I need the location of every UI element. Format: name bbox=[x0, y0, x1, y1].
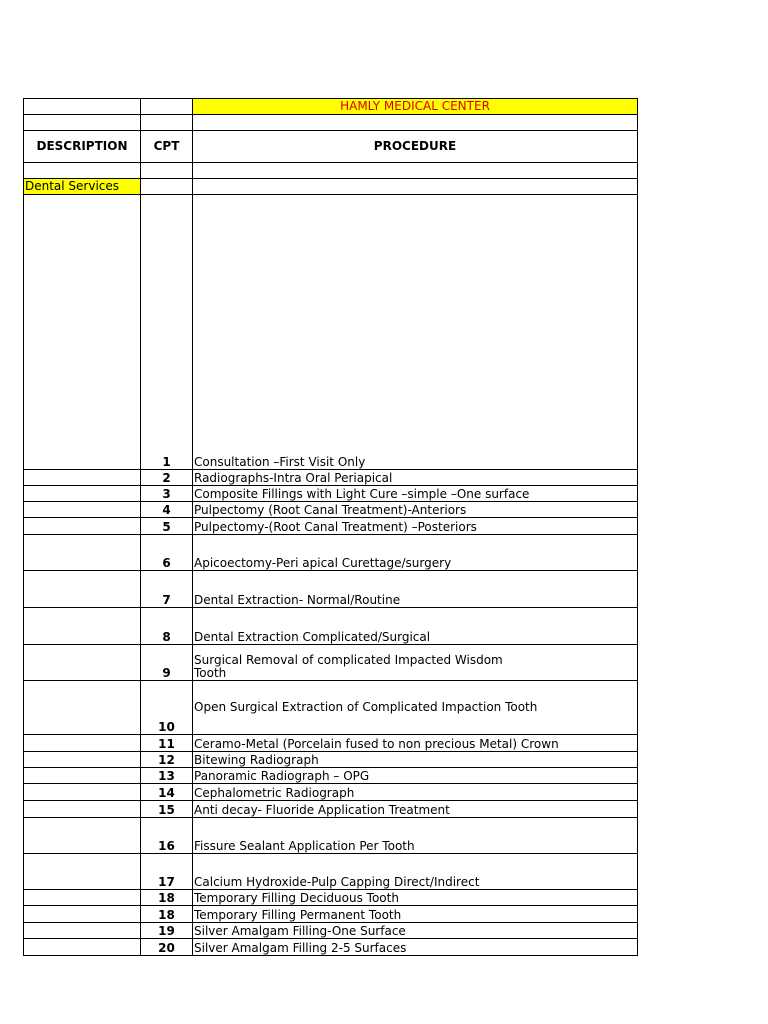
row-description-cell bbox=[24, 768, 141, 784]
table-row bbox=[24, 890, 638, 906]
procedure-name: Open Surgical Extraction of Complicated Impaction Tooth bbox=[193, 681, 638, 735]
table-row bbox=[24, 906, 638, 923]
procedure-name: Pulpectomy (Root Canal Treatment)-Anteriors bbox=[193, 502, 638, 518]
table-row bbox=[24, 735, 638, 752]
column-header-description: DESCRIPTION bbox=[24, 131, 141, 163]
procedure-name: Ceramo-Metal (Porcelain fused to non precious Metal) Crown bbox=[193, 735, 638, 752]
procedure-name: Temporary Filling Permanent Tooth bbox=[193, 906, 638, 923]
cpt-code: 10 bbox=[141, 681, 193, 735]
table-row bbox=[24, 752, 638, 768]
cpt-code: 15 bbox=[141, 801, 193, 818]
row-description-cell bbox=[24, 470, 141, 486]
cpt-code: 5 bbox=[141, 518, 193, 535]
procedure-text: Surgical Removal of complicated Impacted Wisdom Tooth bbox=[194, 653, 503, 680]
row-description-cell bbox=[24, 518, 141, 535]
cpt-code: 19 bbox=[141, 923, 193, 939]
hospital-title: HAMLY MEDICAL CENTER bbox=[193, 99, 638, 115]
procedure-name bbox=[193, 645, 638, 681]
procedure-name: Fissure Sealant Application Per Tooth bbox=[193, 818, 638, 854]
procedure-name: Anti decay- Fluoride Application Treatment bbox=[193, 801, 638, 818]
procedure-rows bbox=[24, 195, 638, 956]
table-row bbox=[24, 645, 638, 681]
table-row bbox=[24, 502, 638, 518]
row-description-cell bbox=[24, 752, 141, 768]
table-row bbox=[24, 939, 638, 956]
procedure-name: Panoramic Radiograph – OPG bbox=[193, 768, 638, 784]
procedure-name: Silver Amalgam Filling 2-5 Surfaces bbox=[193, 939, 638, 956]
cpt-code: 11 bbox=[141, 735, 193, 752]
table-row bbox=[24, 854, 638, 890]
cpt-code: 20 bbox=[141, 939, 193, 956]
empty-cell bbox=[24, 115, 141, 131]
cpt-code: 12 bbox=[141, 752, 193, 768]
table-row bbox=[24, 923, 638, 939]
title-row bbox=[24, 99, 638, 115]
cpt-code: 13 bbox=[141, 768, 193, 784]
procedure-name: Pulpectomy-(Root Canal Treatment) –Posteriors bbox=[193, 518, 638, 535]
row-description-cell bbox=[24, 939, 141, 956]
spacer-row bbox=[24, 115, 638, 131]
table-row bbox=[24, 818, 638, 854]
table-row bbox=[24, 195, 638, 470]
cpt-code: 16 bbox=[141, 818, 193, 854]
empty-cell bbox=[193, 179, 638, 195]
empty-cell bbox=[141, 163, 193, 179]
title-row-description-cell bbox=[24, 99, 141, 115]
section-row bbox=[24, 179, 638, 195]
row-description-cell bbox=[24, 818, 141, 854]
row-description-cell bbox=[24, 681, 141, 735]
procedure-name: Bitewing Radiograph bbox=[193, 752, 638, 768]
table-row bbox=[24, 486, 638, 502]
empty-cell bbox=[24, 163, 141, 179]
row-description-cell bbox=[24, 923, 141, 939]
row-description-cell bbox=[24, 195, 141, 470]
procedure-name: Composite Fillings with Light Cure –simple –One surface bbox=[193, 486, 638, 502]
procedure-name: Apicoectomy-Peri apical Curettage/surgery bbox=[193, 535, 638, 571]
row-description-cell bbox=[24, 890, 141, 906]
row-description-cell bbox=[24, 535, 141, 571]
row-description-cell bbox=[24, 801, 141, 818]
procedure-name: Consultation –First Visit Only bbox=[193, 195, 638, 470]
table-row bbox=[24, 784, 638, 801]
cpt-code: 6 bbox=[141, 535, 193, 571]
procedure-name: Dental Extraction- Normal/Routine bbox=[193, 571, 638, 608]
cpt-code: 18 bbox=[141, 890, 193, 906]
row-description-cell bbox=[24, 571, 141, 608]
cpt-code: 3 bbox=[141, 486, 193, 502]
empty-cell bbox=[193, 115, 638, 131]
table-row bbox=[24, 571, 638, 608]
column-header-cpt: CPT bbox=[141, 131, 193, 163]
cpt-code: 4 bbox=[141, 502, 193, 518]
section-label: Dental Services bbox=[24, 179, 141, 195]
procedure-table bbox=[23, 98, 638, 956]
procedure-name: Calcium Hydroxide-Pulp Capping Direct/Indirect bbox=[193, 854, 638, 890]
cpt-code: 1 bbox=[141, 195, 193, 470]
cpt-code: 18 bbox=[141, 906, 193, 923]
table-row bbox=[24, 535, 638, 571]
cpt-code: 14 bbox=[141, 784, 193, 801]
row-description-cell bbox=[24, 486, 141, 502]
empty-cell bbox=[141, 179, 193, 195]
table-row bbox=[24, 801, 638, 818]
cpt-code: 7 bbox=[141, 571, 193, 608]
cpt-code: 8 bbox=[141, 608, 193, 645]
column-header-procedure: PROCEDURE bbox=[193, 131, 638, 163]
empty-cell bbox=[193, 163, 638, 179]
empty-cell bbox=[141, 115, 193, 131]
procedure-name: Radiographs-Intra Oral Periapical bbox=[193, 470, 638, 486]
row-description-cell bbox=[24, 502, 141, 518]
procedure-name: Cephalometric Radiograph bbox=[193, 784, 638, 801]
table-row bbox=[24, 518, 638, 535]
row-description-cell bbox=[24, 784, 141, 801]
row-description-cell bbox=[24, 645, 141, 681]
table-row bbox=[24, 470, 638, 486]
table-row bbox=[24, 768, 638, 784]
row-description-cell bbox=[24, 854, 141, 890]
cpt-code: 17 bbox=[141, 854, 193, 890]
table-row bbox=[24, 608, 638, 645]
procedure-name: Silver Amalgam Filling-One Surface bbox=[193, 923, 638, 939]
row-description-cell bbox=[24, 608, 141, 645]
cpt-code: 2 bbox=[141, 470, 193, 486]
row-description-cell bbox=[24, 906, 141, 923]
table-row bbox=[24, 681, 638, 735]
cpt-code: 9 bbox=[141, 645, 193, 681]
spacer-row bbox=[24, 163, 638, 179]
title-row-cpt-cell bbox=[141, 99, 193, 115]
header-row bbox=[24, 131, 638, 163]
row-description-cell bbox=[24, 735, 141, 752]
procedure-name: Dental Extraction Complicated/Surgical bbox=[193, 608, 638, 645]
procedure-name: Temporary Filling Deciduous Tooth bbox=[193, 890, 638, 906]
